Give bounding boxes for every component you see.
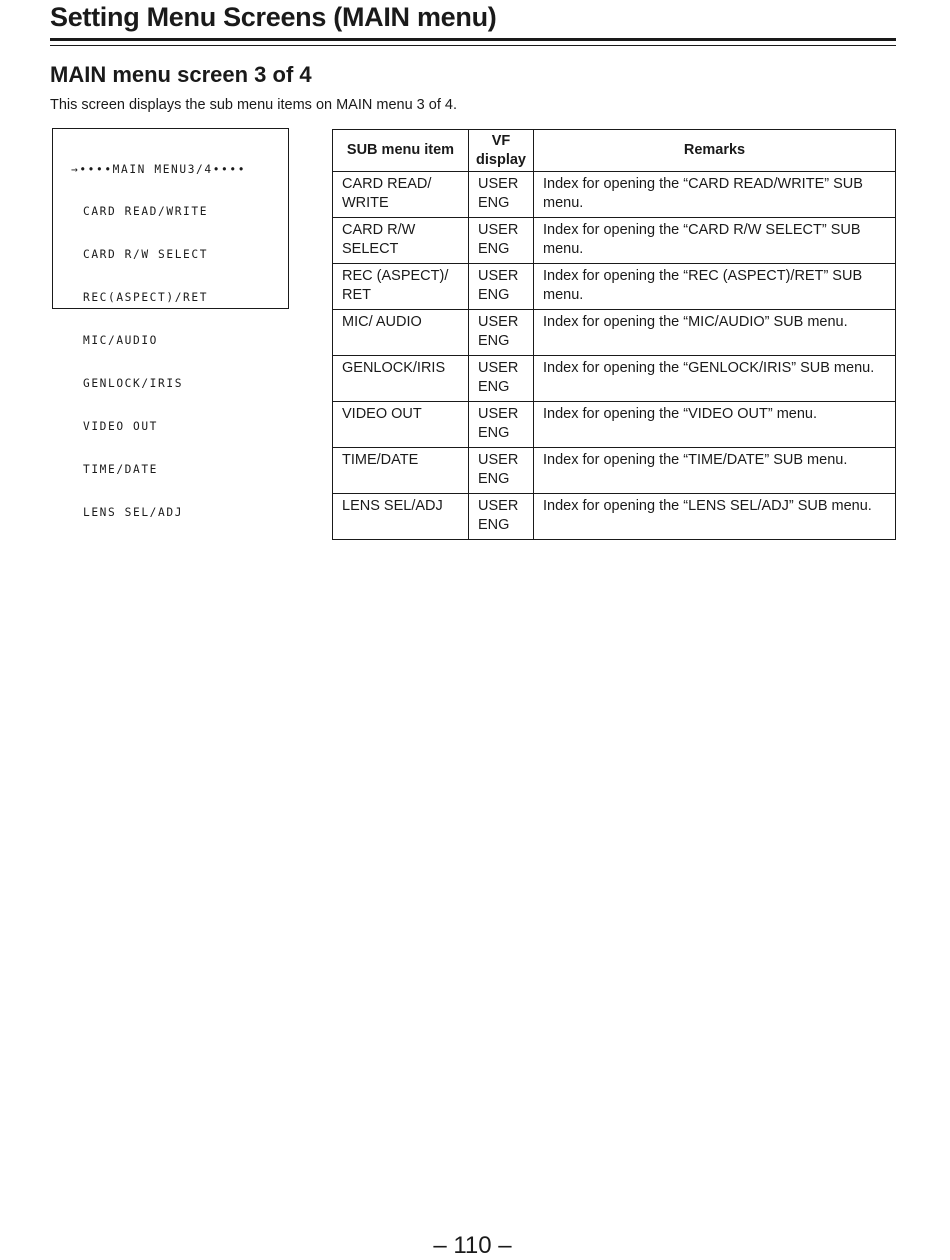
section-intro: This screen displays the sub menu items on MAIN menu 3 of 4. [50,97,457,113]
cell-vf-display: USER ENG [469,448,534,494]
sub-menu-table [332,129,896,540]
page-number: – 110 – [433,1232,512,1259]
cell-remarks: Index for opening the “VIDEO OUT” menu. [534,402,896,448]
cell-sub-menu-item: LENS SEL/ADJ [333,494,469,540]
cell-sub-menu-item: CARD READ/ WRITE [333,172,469,218]
cell-sub-menu-item: CARD R/W SELECT [333,218,469,264]
cell-vf-display: USER ENG [469,356,534,402]
cell-vf-display: USER ENG [469,218,534,264]
cell-remarks: Index for opening the “CARD READ/WRITE” SUB menu. [534,172,896,218]
menu-line-genlock-iris: GENLOCK/IRIS [83,377,184,391]
header-rule-thick [50,38,896,41]
header-sub-menu-item: SUB menu item [333,130,469,172]
menu-line-video-out: VIDEO OUT [83,419,159,433]
table-row [333,448,896,494]
header-remarks: Remarks [534,130,896,172]
cell-sub-menu-item: MIC/ AUDIO [333,310,469,356]
menu-line-card-rw-select: CARD R/W SELECT [83,248,209,262]
table-row [333,356,896,402]
cell-vf-display: USER ENG [469,310,534,356]
cell-sub-menu-item: REC (ASPECT)/ RET [333,264,469,310]
menu-line-mic-audio: MIC/AUDIO [83,334,159,348]
menu-line-lens-sel-adj: LENS SEL/ADJ [83,505,184,519]
table-row [333,264,896,310]
cell-vf-display: USER ENG [469,172,534,218]
cell-sub-menu-item: VIDEO OUT [333,402,469,448]
cell-vf-display: USER ENG [469,402,534,448]
cell-remarks: Index for opening the “REC (ASPECT)/RET” SUB menu. [534,264,896,310]
cell-sub-menu-item: TIME/DATE [333,448,469,494]
table-row [333,310,896,356]
menu-line-header: →••••MAIN MENU3/4•••• [71,162,247,176]
cell-vf-display: USER ENG [469,494,534,540]
cell-vf-display: USER ENG [469,264,534,310]
cell-sub-menu-item: GENLOCK/IRIS [333,356,469,402]
menu-line-card-read-write: CARD READ/WRITE [83,205,209,219]
table-header-row [333,130,896,172]
cell-remarks: Index for opening the “TIME/DATE” SUB menu. [534,448,896,494]
menu-line-time-date: TIME/DATE [83,462,159,476]
cell-remarks: Index for opening the “CARD R/W SELECT” SUB menu. [534,218,896,264]
menu-screen-lines [71,134,246,549]
cell-remarks: Index for opening the “GENLOCK/IRIS” SUB menu. [534,356,896,402]
table-row [333,494,896,540]
cell-remarks: Index for opening the “LENS SEL/ADJ” SUB menu. [534,494,896,540]
cell-remarks: Index for opening the “MIC/AUDIO” SUB menu. [534,310,896,356]
menu-screen-display [52,128,289,519]
header-rule-thin [50,45,896,46]
table-row [333,218,896,264]
menu-line-rec-aspect-ret: REC(ASPECT)/RET [83,291,209,305]
table-row [333,172,896,218]
table-row [333,402,896,448]
section-title: MAIN menu screen 3 of 4 [50,62,312,87]
page-header-title: Setting Menu Screens (MAIN menu) [50,2,497,32]
header-vf-display: VF display [469,130,534,172]
